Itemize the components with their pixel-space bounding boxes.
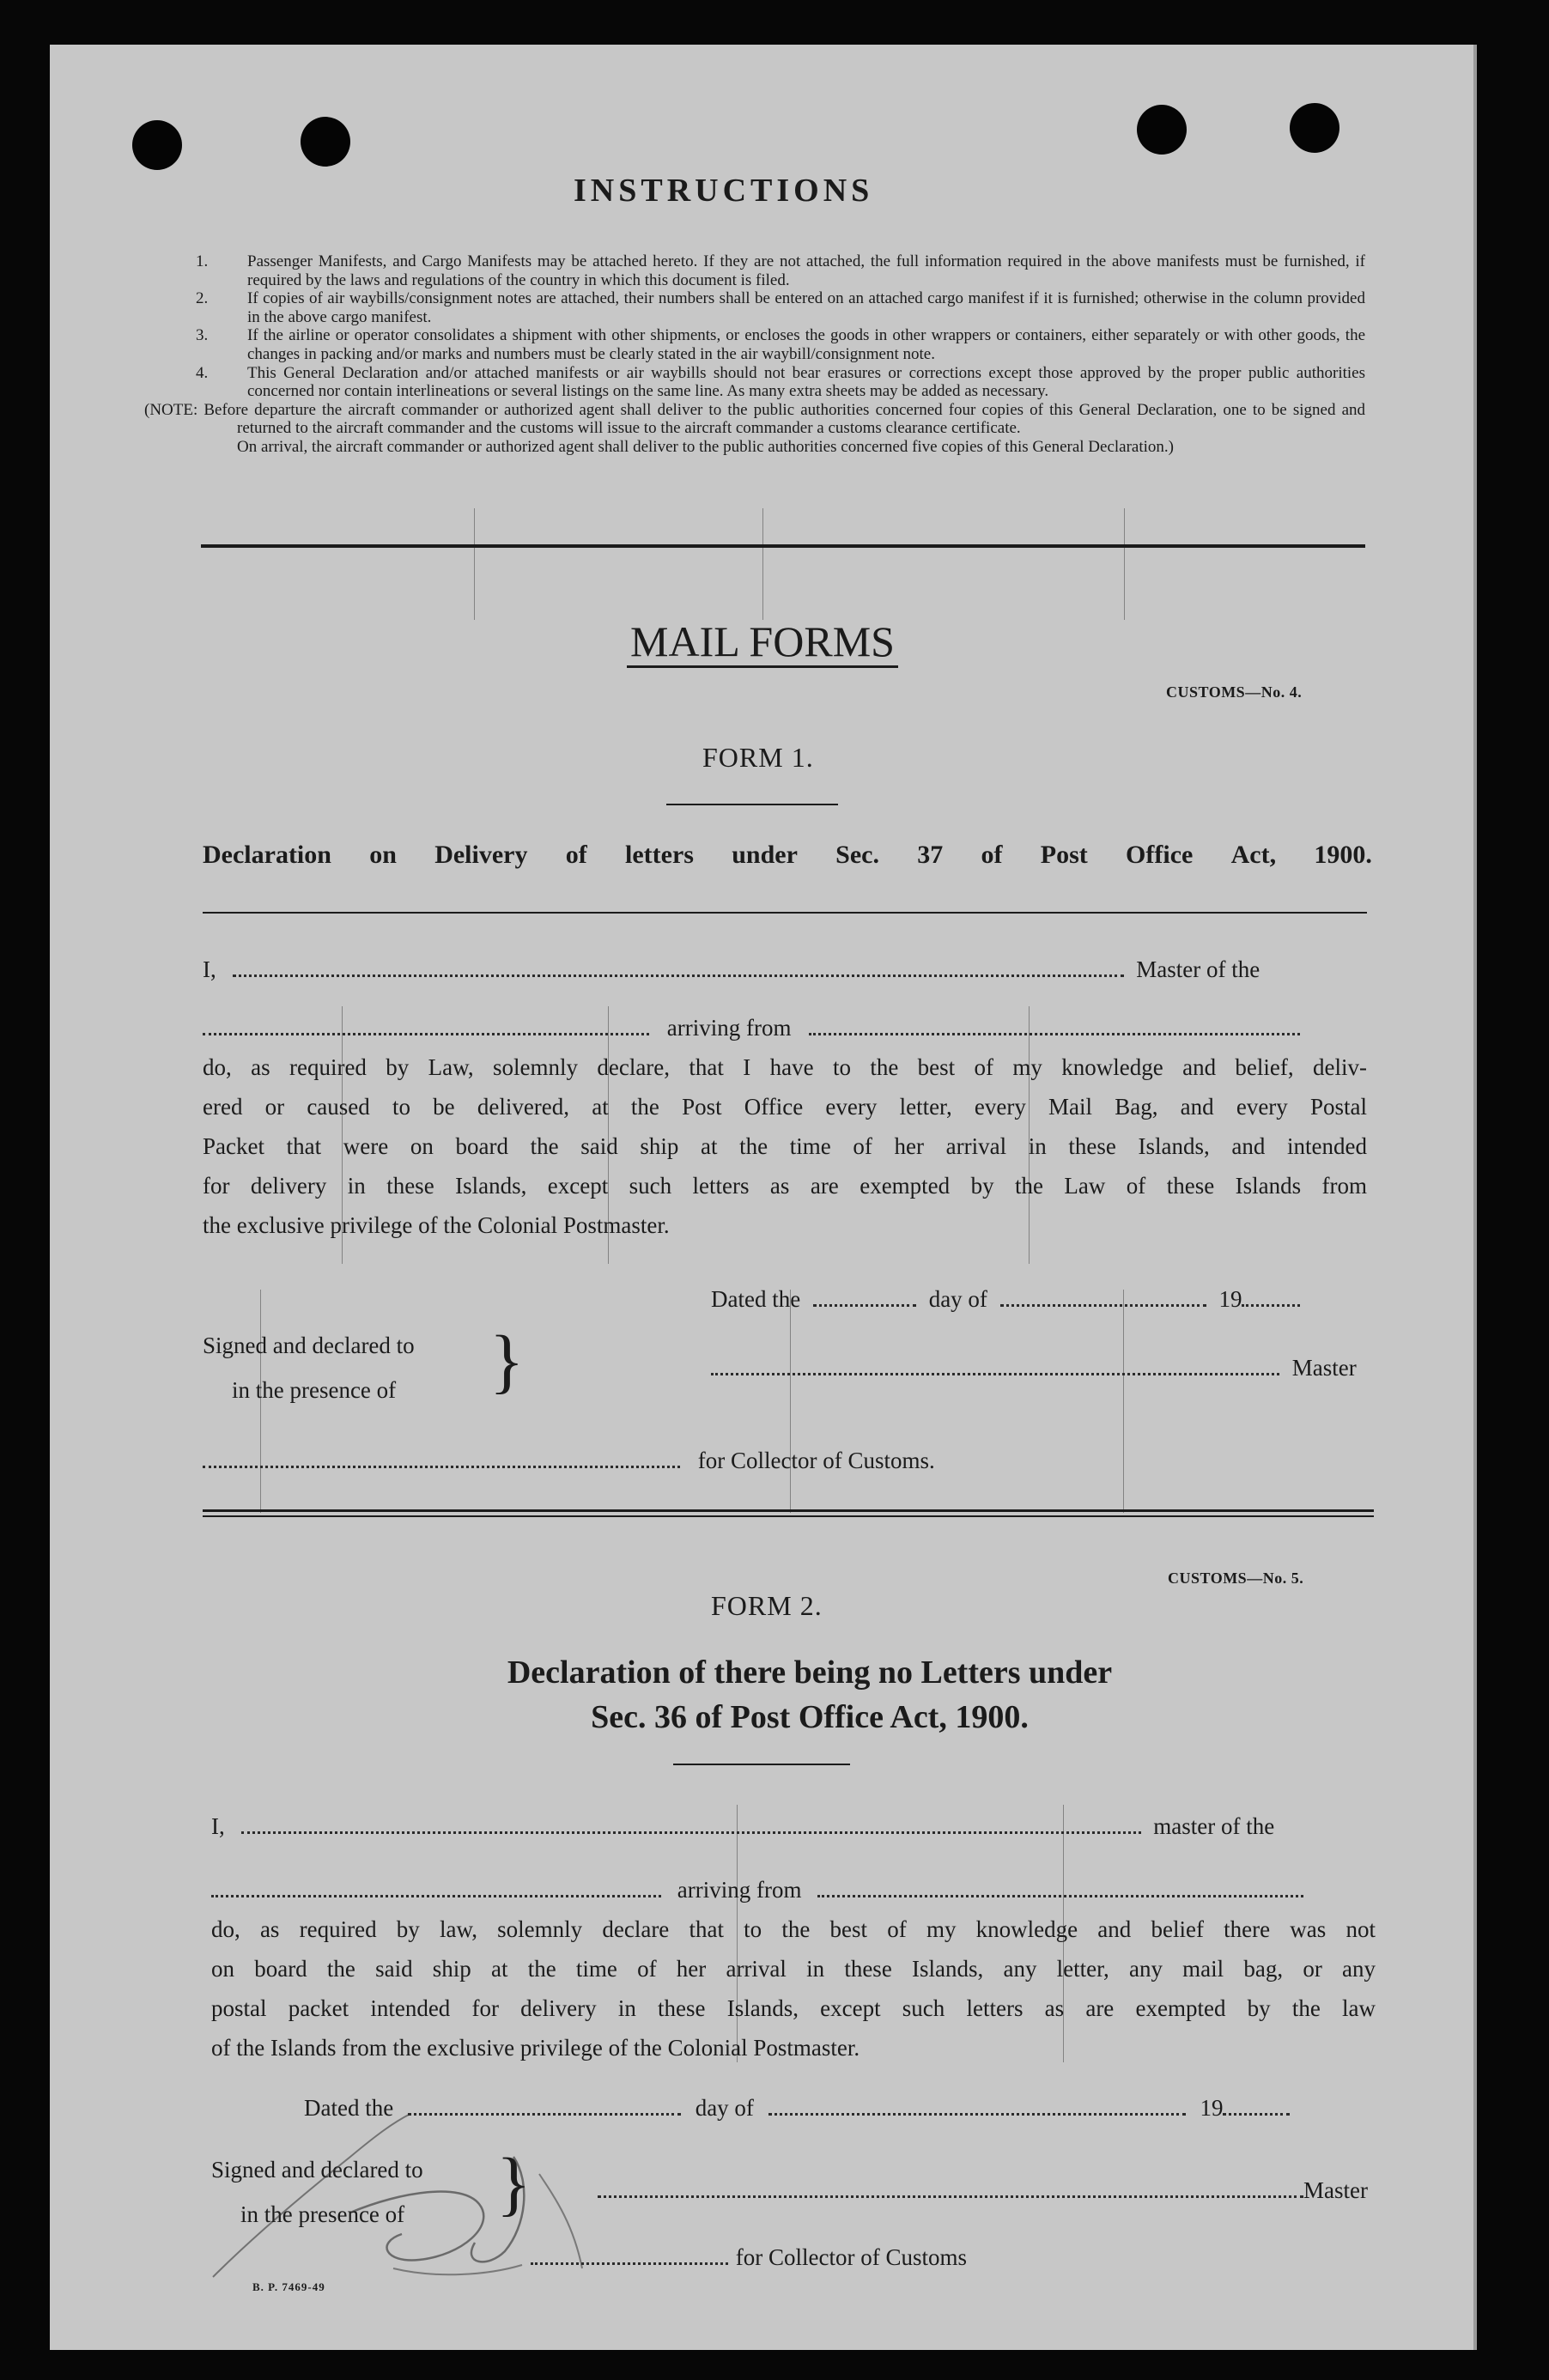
instruction-item: 2. If copies of air waybills/consignment notes are attached, their numbers shall be entered on an attached cargo manifest if it is furnished; otherwise in the column provided in the above cargo manifest. (196, 289, 1365, 326)
form1-para-last: the exclusive privilege of the Colonial Postmaster. (203, 1212, 670, 1238)
form1-signed-line1: Signed and declared to (203, 1333, 415, 1358)
form1-heading-rule (203, 912, 1367, 914)
form2-month-field[interactable] (768, 2096, 1186, 2116)
form-separator (203, 1509, 1374, 1512)
form1-dated-line: Dated the day of 19 (711, 1286, 1300, 1313)
instruction-item: 4. This General Declaration and/or attached manifests or air waybills should not bear erasures or corrections except those approved by the proper public authorities concerned nor contain interlineations or several listings on the same line. As many extra sheets may be added as necessary. (196, 363, 1365, 401)
form1-date-field[interactable] (813, 1287, 916, 1307)
form1-declaration-heading: Declaration on Delivery of letters under Sec. 37 of Post Office Act, 1900. (203, 841, 1372, 869)
form1-signed-line2: in the presence of (232, 1377, 397, 1403)
form2-brace: } (496, 2144, 532, 2224)
form1-collector-line: for Collector of Customs. (203, 1448, 935, 1474)
fold-line (762, 508, 763, 620)
form2-master-line: Master (598, 2177, 1368, 2204)
form-separator (203, 1515, 1374, 1517)
form2-collector-line: for Collector of Customs (531, 2244, 967, 2271)
section-divider (201, 544, 1365, 548)
form1-master-signature-field[interactable] (711, 1356, 1279, 1375)
fold-line (1123, 1290, 1124, 1513)
form1-line-arriving: arriving from (203, 1015, 1300, 1041)
form2-heading-underline (673, 1764, 850, 1765)
form2-year-field[interactable] (1223, 2096, 1290, 2116)
form2-declaration-line2: Sec. 36 of Post Office Act, 1900. (591, 1699, 1029, 1735)
form2-customs-number: CUSTOMS—No. 5. (1168, 1569, 1304, 1587)
form1-origin-field[interactable] (809, 1016, 1300, 1035)
form2-para-line: on board the said ship at the time of her arrival in these Islands, any letter, any mail bag, or any (211, 1956, 1376, 1982)
instruction-item: 3. If the airline or operator consolidates a shipment with other shipments, or encloses the goods in other wrappers or containers, either separately or with other goods, the changes in packing and/or marks and numbers must be clearly stated in the air waybill/consignment note. (196, 326, 1365, 363)
punch-hole-right-2 (1290, 103, 1339, 153)
form2-name-field[interactable] (241, 1814, 1141, 1834)
instruction-item: 1. Passenger Manifests, and Cargo Manifests may be attached hereto. If they are not attached, the full information required in the above manifests must be furnished, if required by the laws and regulations of the country in which this document is filed. (196, 252, 1365, 289)
form1-customs-number: CUSTOMS—No. 4. (1166, 683, 1303, 701)
instruction-note-arrival: On arrival, the aircraft commander or authorized agent shall deliver to the public authorities concerned five copies of this General Declaration.) (237, 437, 1174, 456)
fold-line (474, 508, 475, 620)
form2-line-arriving: arriving from (211, 1877, 1303, 1903)
page-edge (1473, 45, 1477, 2350)
form1-brace: } (489, 1321, 525, 1401)
form1-para-line: ered or caused to be delivered, at the Post Office every letter, every Mail Bag, and every Postal (203, 1094, 1367, 1120)
instructions-list (144, 252, 1365, 457)
punch-hole-left-1 (132, 120, 182, 170)
form2-ship-field[interactable] (211, 1878, 661, 1897)
document-page (50, 45, 1475, 2350)
print-code: B. P. 7469-49 (252, 2280, 325, 2293)
form1-para-line: do, as required by Law, solemnly declare, that I have to the best of my knowledge and belief, deliv- (203, 1054, 1367, 1080)
handwritten-signature (179, 2054, 642, 2311)
form2-para-last: of the Islands from the exclusive privilege of the Colonial Postmaster. (211, 2035, 860, 2061)
form2-origin-field[interactable] (817, 1878, 1303, 1897)
form2-collector-signature-field[interactable] (531, 2245, 728, 2265)
form1-name-field[interactable] (233, 957, 1124, 977)
form2-para-line: postal packet intended for delivery in these Islands, except such letters as are exempted by the law (211, 1995, 1376, 2021)
punch-hole-right-1 (1137, 105, 1187, 155)
form1-para-line: Packet that were on board the said ship at the time of her arrival in these Islands, and intended (203, 1133, 1367, 1159)
form1-month-field[interactable] (1000, 1287, 1206, 1307)
instructions-title: INSTRUCTIONS (574, 173, 874, 209)
form2-line-master: I, master of the (211, 1813, 1275, 1839)
form2-label: FORM 2. (711, 1590, 823, 1621)
form1-para-line: for delivery in these Islands, except such letters as are exempted by the Law of these Islands from (203, 1173, 1367, 1199)
fold-line (790, 1290, 791, 1513)
form1-year-field[interactable] (1242, 1287, 1300, 1307)
fold-line (1124, 508, 1125, 620)
form2-para-line: do, as required by law, solemnly declare that to the best of my knowledge and belief there was not (211, 1916, 1376, 1942)
punch-hole-left-2 (301, 117, 350, 167)
form2-signed-line2: in the presence of (240, 2201, 405, 2227)
form1-master-line: Master (711, 1355, 1357, 1381)
form1-collector-signature-field[interactable] (203, 1448, 680, 1468)
form1-ship-field[interactable] (203, 1016, 649, 1035)
form2-master-signature-field[interactable] (598, 2178, 1303, 2198)
form2-signed-line1: Signed and declared to (211, 2157, 423, 2183)
form2-dated-line: Dated the day of 19 (304, 2095, 1290, 2122)
instruction-note: (NOTE: Before departure the aircraft commander or authorized agent shall deliver to the public authorities concerned four copies of this General Declaration, one to be signed and returned to the aircraft commander and the customs will issue to the aircraft commander a customs clearance certificate. (144, 400, 1365, 438)
form1-label: FORM 1. (702, 742, 814, 773)
mail-forms-title: MAIL FORMS (50, 616, 1475, 666)
form1-line-master: I, Master of the (203, 956, 1260, 982)
form1-label-underline (666, 804, 838, 805)
form2-declaration-line1: Declaration of there being no Letters under (507, 1654, 1113, 1691)
